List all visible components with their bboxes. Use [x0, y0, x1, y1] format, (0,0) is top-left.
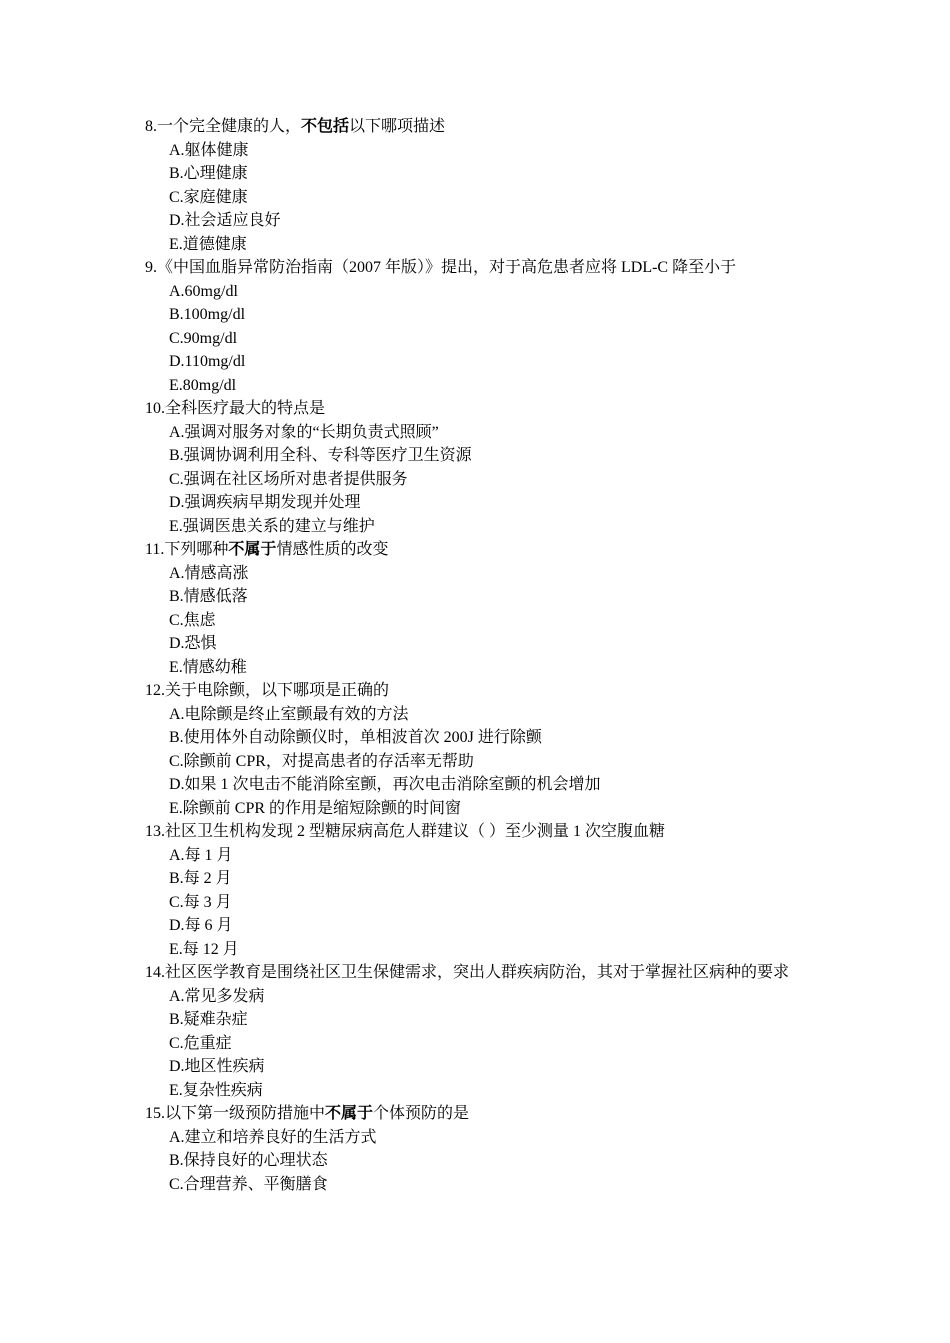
question-stem	[145, 679, 810, 703]
stem-text: 11.下列哪种	[145, 541, 229, 558]
answer-option: A.躯体健康	[169, 141, 249, 159]
answer-option: A.建立和培养良好的生活方式	[169, 1128, 377, 1146]
emphasis-text: 不属于	[228, 541, 277, 558]
question-block	[145, 397, 810, 538]
stem-text: 8.一个完全健康的人，	[145, 118, 302, 135]
answer-option: B.使用体外自动除颤仪时，单相波首次 200J 进行除颤	[169, 729, 542, 746]
question-block	[145, 679, 810, 820]
answer-option: D.110mg/dl	[169, 353, 246, 370]
answer-option: D.社会适应良好	[169, 212, 281, 229]
answer-option: B.每 2 月	[169, 870, 232, 887]
question-stem	[145, 1102, 810, 1126]
answer-option: B.100mg/dl	[169, 306, 246, 323]
question-block	[145, 256, 810, 397]
answer-option: E.除颤前 CPR 的作用是缩短除颤的时间窗	[169, 799, 462, 817]
stem-text: 10.全科医疗最大的特点是	[145, 400, 326, 417]
answer-option: A.每 1 月	[169, 846, 233, 864]
answer-option: E.情感幼稚	[169, 658, 247, 676]
answer-option: E.每 12 月	[169, 940, 239, 958]
question-stem	[145, 397, 810, 421]
answer-option: E.复杂性疾病	[169, 1081, 263, 1099]
answer-option: C.合理营养、平衡膳食	[169, 1175, 328, 1193]
stem-text: 情感性质的改变	[276, 541, 389, 558]
answer-option: D.强调疾病早期发现并处理	[169, 494, 361, 511]
answer-option: C.焦虑	[169, 611, 216, 629]
answer-option: C.危重症	[169, 1034, 232, 1052]
emphasis-text: 不包括	[301, 118, 350, 135]
answer-option: E.80mg/dl	[169, 376, 237, 394]
question-block	[145, 1102, 810, 1196]
question-block	[145, 820, 810, 961]
question-block	[145, 115, 810, 256]
emphasis-text: 不属于	[325, 1105, 374, 1122]
answer-option: A.60mg/dl	[169, 282, 238, 300]
answer-option: B.疑难杂症	[169, 1011, 248, 1028]
stem-text: 9.《中国血脂异常防治指南（2007 年版）》提出，对于高危患者应将 LDL-C 降至小于	[145, 259, 737, 276]
stem-text: 14.社区医学教育是围绕社区卫生保健需求，突出人群疾病防治，其对于掌握社区病种的要求	[145, 964, 790, 981]
answer-option: B.情感低落	[169, 588, 248, 605]
answer-option: A.情感高涨	[169, 564, 249, 582]
answer-option: C.每 3 月	[169, 893, 232, 911]
stem-text: 12.关于电除颤，以下哪项是正确的	[145, 682, 390, 699]
stem-text: 个体预防的是	[373, 1105, 470, 1122]
answer-option: B.强调协调利用全科、专科等医疗卫生资源	[169, 447, 472, 464]
answer-option: D.恐惧	[169, 635, 217, 652]
answer-option: A.电除颤是终止室颤最有效的方法	[169, 705, 409, 723]
question-stem	[145, 820, 810, 844]
stem-text: 13.社区卫生机构发现 2 型糖尿病高危人群建议（ ）至少测量 1 次空腹血糖	[145, 823, 666, 840]
answer-option: B.心理健康	[169, 165, 248, 182]
question-stem	[145, 256, 810, 280]
exam-page	[145, 115, 810, 1196]
answer-option: A.常见多发病	[169, 987, 265, 1005]
answer-option: D.如果 1 次电击不能消除室颤，再次电击消除室颤的机会增加	[169, 776, 601, 793]
answer-option: D.地区性疾病	[169, 1058, 265, 1075]
answer-option: B.保持良好的心理状态	[169, 1152, 328, 1169]
question-block	[145, 961, 810, 1102]
question-stem	[145, 538, 810, 562]
answer-option: C.除颤前 CPR，对提高患者的存活率无帮助	[169, 752, 474, 770]
answer-option: E.道德健康	[169, 235, 247, 253]
answer-option: C.90mg/dl	[169, 329, 238, 347]
question-stem	[145, 961, 810, 985]
question-block	[145, 538, 810, 679]
answer-option: C.强调在社区场所对患者提供服务	[169, 470, 408, 488]
answer-option: A.强调对服务对象的“长期负责式照顾”	[169, 423, 439, 441]
stem-text: 以下哪项描述	[349, 118, 446, 135]
answer-option: E.强调医患关系的建立与维护	[169, 517, 375, 535]
stem-text: 15.以下第一级预防措施中	[145, 1105, 326, 1122]
question-stem	[145, 115, 810, 139]
answer-option: C.家庭健康	[169, 188, 248, 206]
answer-option: D.每 6 月	[169, 917, 233, 934]
